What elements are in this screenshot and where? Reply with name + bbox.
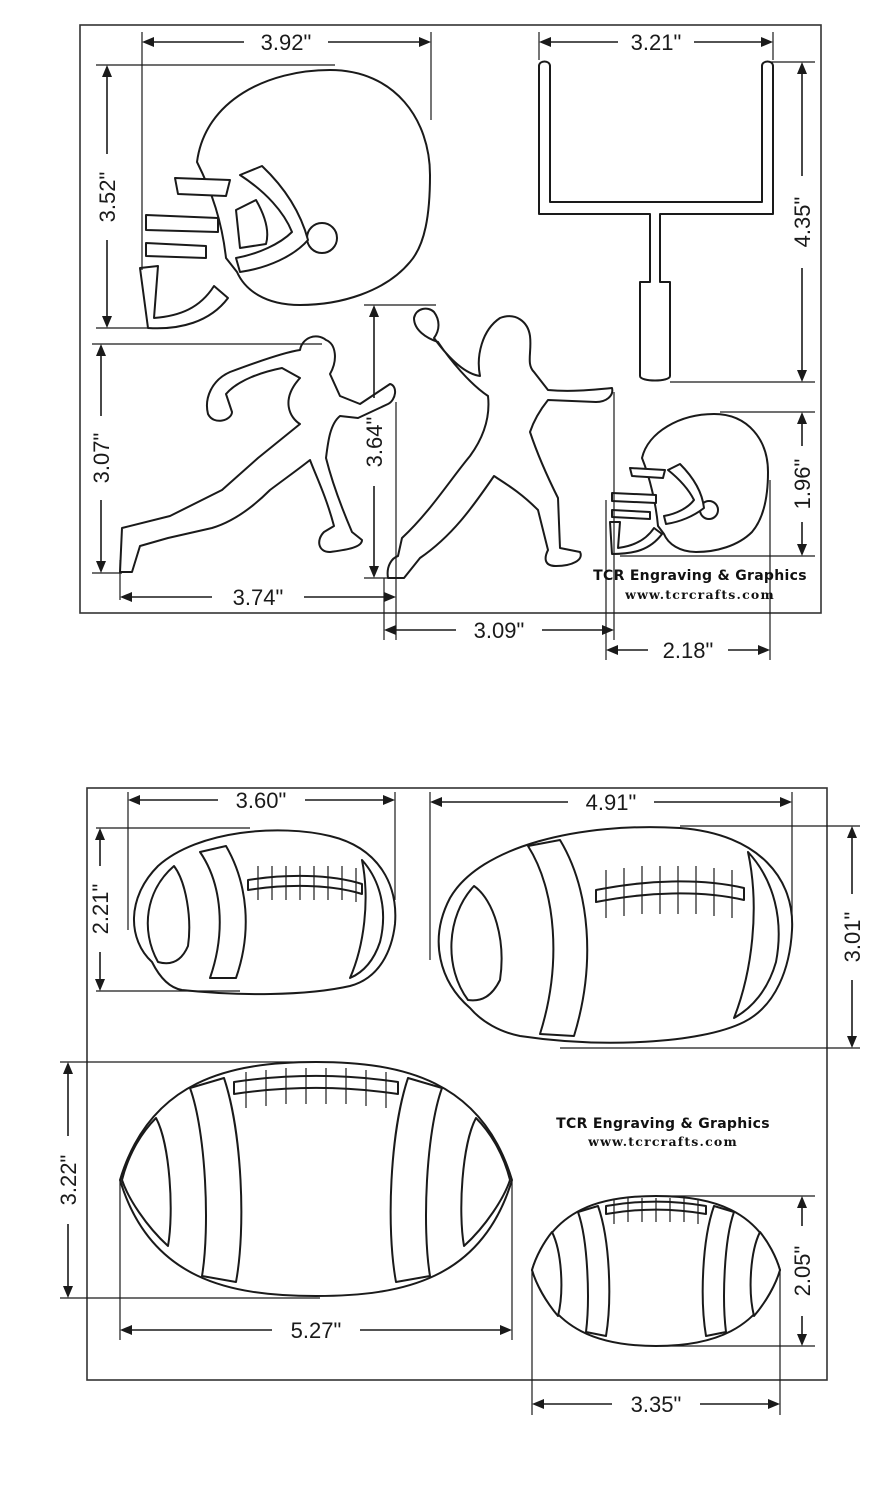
goal-post-height-label: 4.35" — [790, 196, 815, 248]
sheet-2-brand-url: www.tcrcrafts.com — [588, 1134, 738, 1149]
front-ball-large-width-label: 5.27" — [290, 1318, 342, 1343]
front-ball-large-height-label: 3.22" — [56, 1154, 81, 1206]
small-helmet-width-label: 2.18" — [662, 638, 714, 663]
large-helmet-height-label: 3.52" — [95, 171, 120, 223]
sheet-1-brand-url: www.tcrcrafts.com — [625, 587, 775, 602]
runner-width-label: 3.74" — [232, 585, 284, 610]
front-ball-small-height-label: 2.05" — [790, 1245, 815, 1297]
small-helmet-height-label: 1.96" — [790, 458, 815, 510]
sheet-1-brand-name: TCR Engraving & Graphics — [593, 568, 807, 584]
large-helmet-width-label: 3.92" — [260, 30, 312, 55]
front-ball-small-width-label: 3.35" — [630, 1392, 682, 1417]
runner-height-label: 3.07" — [89, 432, 114, 484]
sheet-2-brand-name: TCR Engraving & Graphics — [556, 1116, 770, 1132]
side-football-large-shape — [439, 827, 792, 1043]
side-ball-small-height-label: 2.21" — [88, 883, 113, 935]
side-football-small-shape — [134, 830, 395, 994]
goal-post-width-label: 3.21" — [630, 30, 682, 55]
dim-side-ball-large-height — [840, 826, 865, 1048]
side-ball-large-width-label: 4.91" — [585, 790, 637, 815]
front-football-small-shape — [532, 1196, 780, 1346]
dim-quarterback-width — [384, 618, 614, 643]
quarterback-height-label: 3.64" — [362, 416, 387, 468]
dim-small-helmet-width — [606, 638, 770, 663]
dim-front-ball-small-width — [532, 1392, 780, 1417]
front-football-large-shape — [120, 1062, 512, 1296]
side-ball-small-width-label: 3.60" — [235, 788, 287, 813]
dim-front-ball-large-height — [56, 1062, 81, 1298]
quarterback-width-label: 3.09" — [473, 618, 525, 643]
side-ball-large-height-label: 3.01" — [840, 911, 865, 963]
